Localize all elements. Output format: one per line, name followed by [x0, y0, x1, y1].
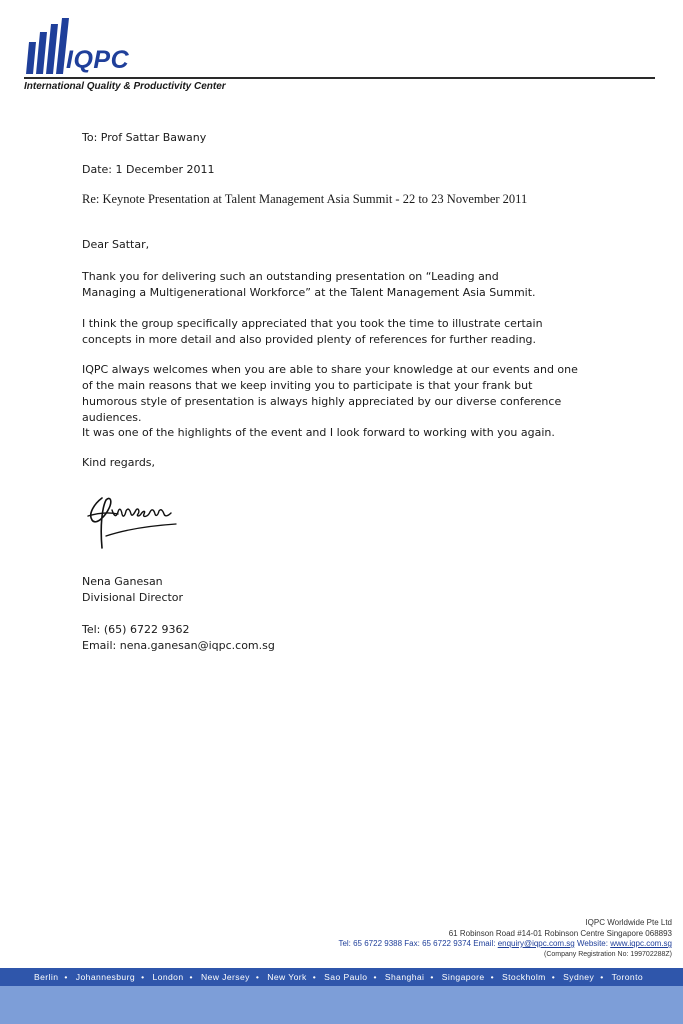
footer-address: 61 Robinson Road #14-01 Robinson Centre Singapore 068893: [448, 928, 672, 938]
bullet-icon: •: [490, 972, 494, 982]
letter-paragraph-4: It was one of the highlights of the event and I look forward to working with you again.: [82, 426, 555, 439]
bullet-icon: •: [430, 972, 434, 982]
city-shanghai: Shanghai: [384, 972, 425, 982]
bullet-icon: •: [141, 972, 145, 982]
bullet-icon: •: [600, 972, 604, 982]
letter-paragraph-3: IQPC always welcomes when you are able to share your knowledge at our events and one of the main reasons that we keep inviting you to participate is that your frank but humorous style of presentation is always highly appreciated by our diverse conference audiences.: [82, 363, 578, 424]
city-new-jersey: New Jersey: [200, 972, 250, 982]
bullet-icon: •: [255, 972, 259, 982]
footer-fax: Fax: 65 6722 9374: [404, 939, 471, 948]
footer-email-link[interactable]: enquiry@iqpc.com.sg: [497, 939, 575, 948]
city-berlin: Berlin: [34, 972, 59, 982]
letter-closing: Kind regards,: [82, 456, 156, 469]
iqpc-logo-icon: [24, 18, 70, 74]
signer-email: Email: nena.ganesan@iqpc.com.sg: [82, 639, 275, 652]
header-divider: [24, 77, 655, 79]
city-london: London: [152, 972, 184, 982]
footer-contacts: [338, 939, 672, 950]
footer-company-info: [338, 918, 672, 960]
bullet-icon: •: [64, 972, 68, 982]
city-list-bar: [0, 968, 683, 986]
company-tagline: International Quality & Productivity Center: [24, 81, 226, 92]
letter-recipient: To: Prof Sattar Bawany: [82, 131, 207, 144]
city-stockholm: Stockholm: [501, 972, 546, 982]
footer-band: [0, 986, 683, 1024]
city-new-york: New York: [267, 972, 307, 982]
city-johannesburg: Johannesburg: [75, 972, 136, 982]
footer-company-name: IQPC Worldwide Pte Ltd: [585, 918, 672, 927]
bullet-icon: •: [551, 972, 555, 982]
logo-wordmark: IQPC: [66, 46, 130, 74]
letter-paragraph-2: I think the group specifically appreciated that you took the time to illustrate certain concepts in more detail and also provided plenty of references for further reading.: [82, 317, 543, 346]
bullet-icon: •: [373, 972, 377, 982]
handwritten-signature: [84, 486, 184, 556]
bullet-icon: •: [189, 972, 193, 982]
footer-website-label: Website:: [576, 939, 608, 948]
bullet-icon: •: [312, 972, 316, 982]
footer-tel: Tel: 65 6722 9388: [338, 939, 403, 948]
letter-paragraph-1: Thank you for delivering such an outstanding presentation on “Leading and Managing a Multigenerational Workforce” at the Talent Management Asia Summit.: [82, 270, 536, 299]
city-sao-paulo: Sao Paulo: [324, 972, 368, 982]
signer-title: Divisional Director: [82, 591, 184, 604]
footer-registration: (Company Registration No: 199702288Z): [543, 950, 672, 958]
city-sydney: Sydney: [563, 972, 595, 982]
letter-salutation: Dear Sattar,: [82, 238, 150, 251]
footer-website-link[interactable]: www.iqpc.com.sg: [610, 939, 672, 948]
footer-email-label: Email:: [473, 939, 496, 948]
letter-subject: Re: Keynote Presentation at Talent Management Asia Summit - 22 to 23 November 2011: [82, 192, 528, 206]
city-singapore: Singapore: [441, 972, 485, 982]
city-toronto: Toronto: [611, 972, 644, 982]
signer-phone: Tel: (65) 6722 9362: [82, 623, 190, 636]
signer-name: Nena Ganesan: [82, 575, 163, 588]
letter-date: Date: 1 December 2011: [82, 163, 215, 176]
